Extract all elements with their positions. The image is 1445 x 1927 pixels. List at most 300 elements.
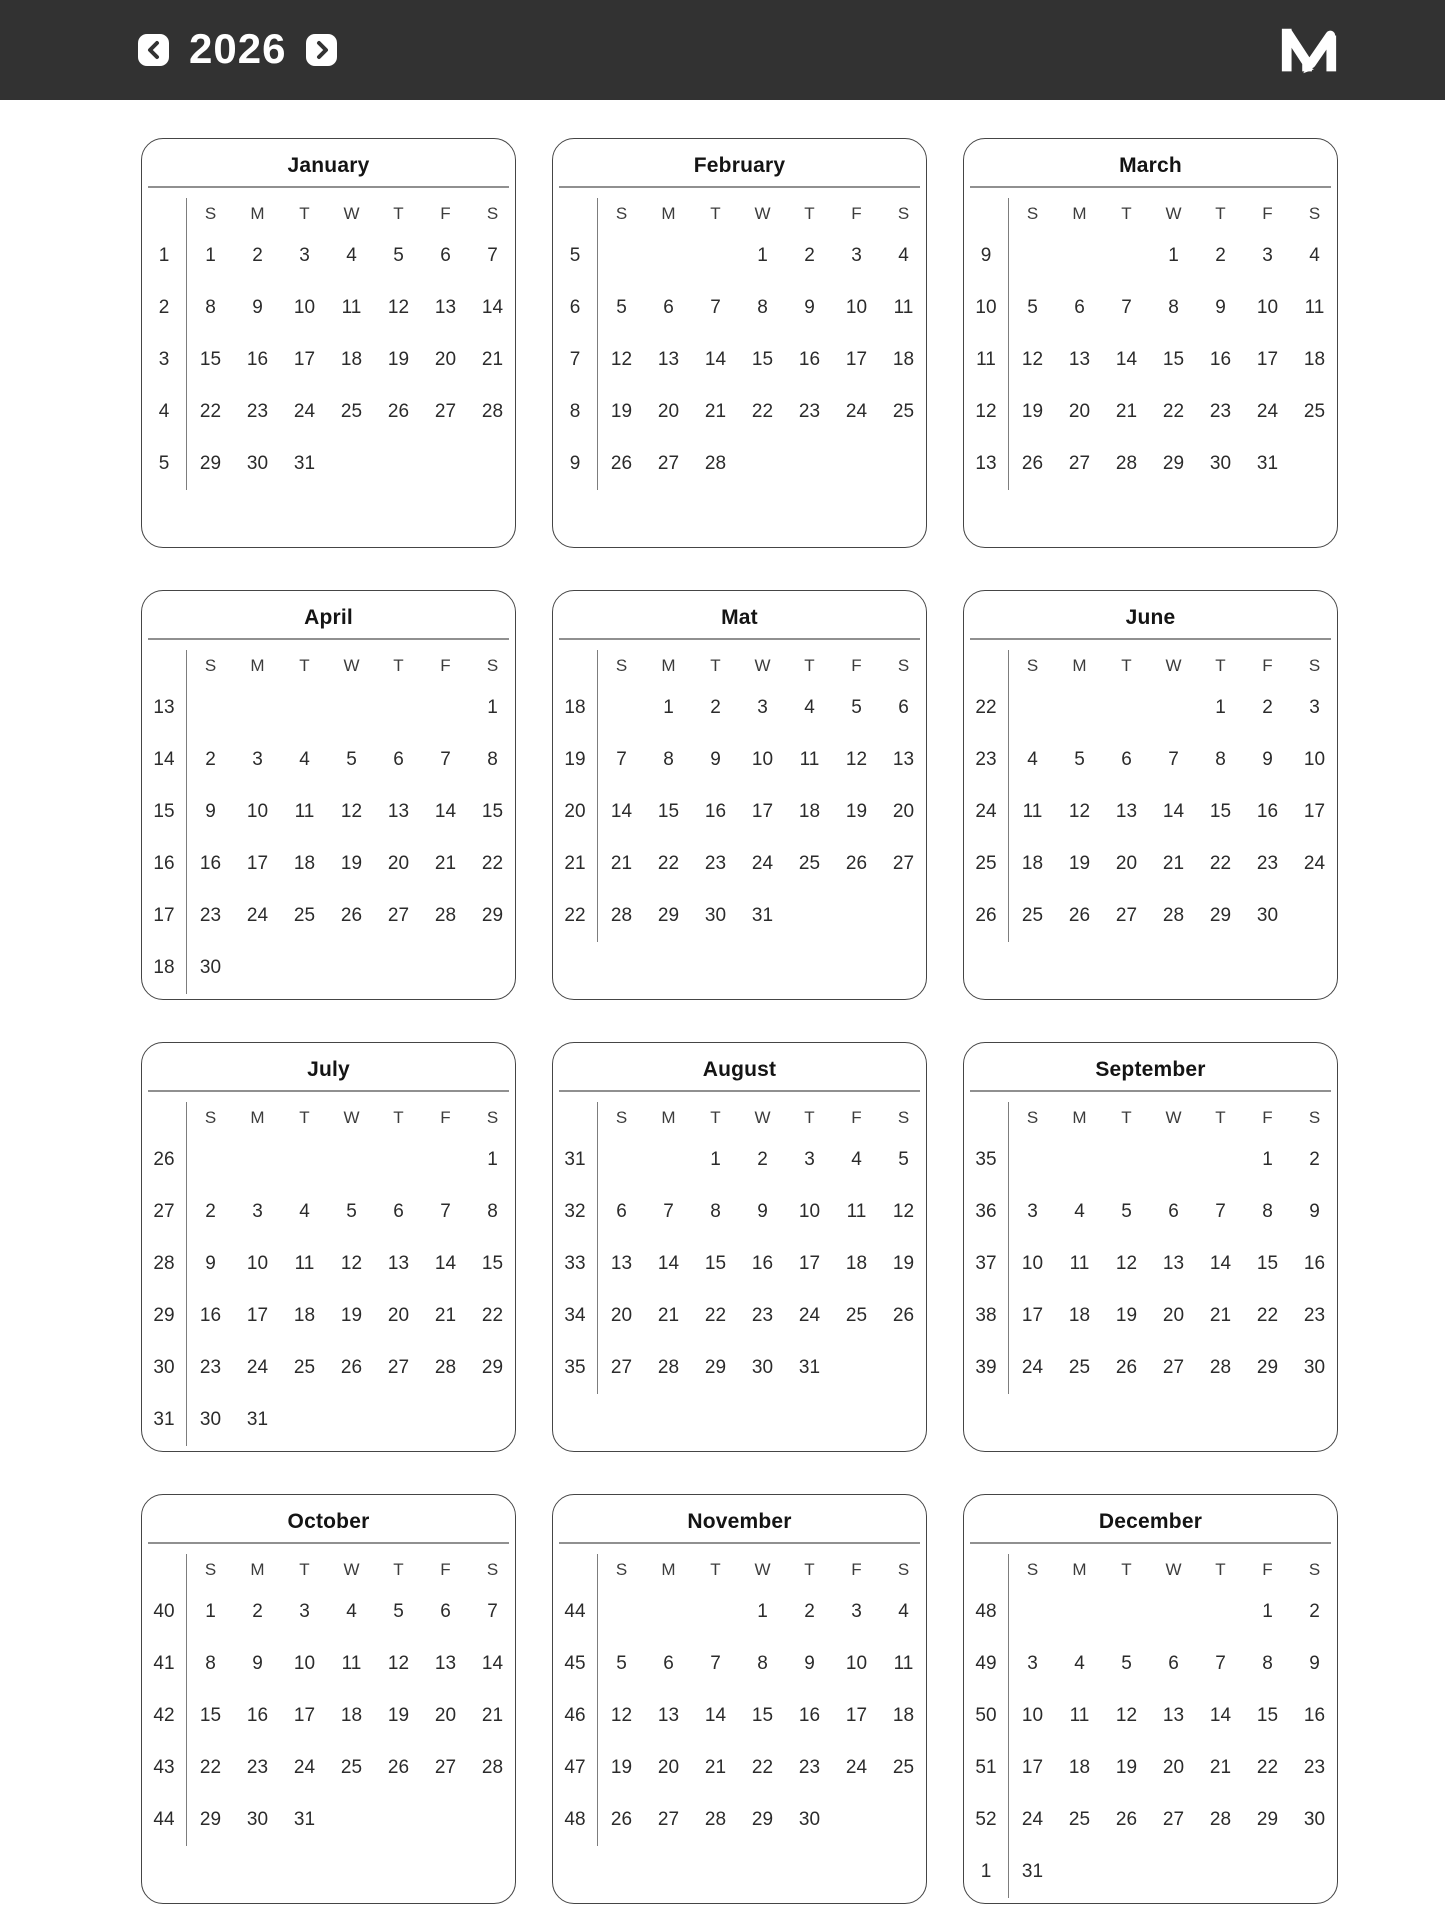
week-number: 8 <box>553 386 598 438</box>
week-number: 30 <box>142 1342 187 1394</box>
date-cell: 19 <box>1068 853 1091 874</box>
week-number: 41 <box>142 1638 187 1690</box>
month-card[interactable] <box>963 1042 1338 1452</box>
date-cell: 12 <box>892 1201 915 1222</box>
date-cell: 16 <box>798 1705 821 1726</box>
weekday-label: S <box>1026 204 1039 223</box>
weekday-header-row <box>142 198 515 230</box>
weekday-label: S <box>897 204 910 223</box>
date-cell: 3 <box>757 697 768 718</box>
date-cell: 23 <box>199 905 222 926</box>
date-cell: 8 <box>1215 749 1226 770</box>
date-cell: 17 <box>246 853 269 874</box>
week-row <box>964 1342 1337 1394</box>
date-cell: 8 <box>487 1201 498 1222</box>
date-cell: 22 <box>1256 1305 1279 1326</box>
date-cell: 20 <box>1068 401 1091 422</box>
week-number: 44 <box>142 1794 187 1846</box>
date-cell: 20 <box>1162 1305 1185 1326</box>
date-cell: 19 <box>1115 1757 1138 1778</box>
date-cell: 4 <box>346 1601 357 1622</box>
month-card[interactable] <box>963 1494 1338 1904</box>
date-cell: 3 <box>299 1601 310 1622</box>
week-row <box>142 942 515 994</box>
week-number: 28 <box>142 1238 187 1290</box>
date-cell: 24 <box>845 401 868 422</box>
date-cell: 25 <box>293 905 316 926</box>
date-cell: 8 <box>205 1653 216 1674</box>
date-cell: 30 <box>1256 905 1279 926</box>
weekday-label: F <box>851 656 862 675</box>
date-cell: 2 <box>1262 697 1273 718</box>
date-cell: 22 <box>481 853 504 874</box>
week-row <box>964 1638 1337 1690</box>
date-cell: 20 <box>657 401 680 422</box>
week-number: 27 <box>142 1186 187 1238</box>
weekday-label: F <box>1262 656 1273 675</box>
date-cell: 3 <box>252 749 263 770</box>
calendar-grid <box>964 1544 1337 1898</box>
weekday-label: S <box>1308 1108 1321 1127</box>
weekday-header-row <box>553 1102 926 1134</box>
date-cell: 13 <box>1162 1705 1185 1726</box>
week-row <box>142 386 515 438</box>
date-cell: 11 <box>1304 297 1325 318</box>
week-row <box>964 1186 1337 1238</box>
week-row <box>964 1134 1337 1186</box>
week-number: 17 <box>142 890 187 942</box>
date-cell: 2 <box>804 245 815 266</box>
date-cell: 2 <box>205 1201 216 1222</box>
date-cell: 7 <box>1121 297 1132 318</box>
weekday-label: M <box>661 1108 676 1127</box>
date-cell: 11 <box>893 1653 914 1674</box>
date-cell: 29 <box>199 1809 222 1830</box>
weekday-label: M <box>250 204 265 223</box>
week-row <box>553 838 926 890</box>
date-cell: 18 <box>1068 1305 1091 1326</box>
date-cell: 4 <box>851 1149 862 1170</box>
month-title: October <box>287 1510 370 1533</box>
week-number: 22 <box>553 890 598 942</box>
date-cell: 6 <box>898 697 909 718</box>
date-cell: 7 <box>440 749 451 770</box>
date-cell: 20 <box>434 349 457 370</box>
date-cell: 7 <box>440 1201 451 1222</box>
weekday-label: F <box>851 1108 862 1127</box>
date-cell: 19 <box>340 1305 363 1326</box>
date-cell: 13 <box>657 1705 680 1726</box>
week-number: 38 <box>964 1290 1009 1342</box>
week-row <box>142 1794 515 1846</box>
date-cell: 24 <box>1021 1357 1044 1378</box>
week-number: 35 <box>964 1134 1009 1186</box>
weekday-label: S <box>1026 656 1039 675</box>
date-cell: 3 <box>299 245 310 266</box>
date-cell: 28 <box>481 1757 504 1778</box>
date-cell: 11 <box>294 801 315 822</box>
date-cell: 26 <box>892 1305 915 1326</box>
week-number: 21 <box>553 838 598 890</box>
month-card[interactable] <box>552 1494 927 1904</box>
date-cell: 23 <box>1209 401 1232 422</box>
week-column-spacer <box>553 1554 598 1586</box>
calendar-grid <box>553 640 926 942</box>
weekday-label: T <box>1121 1560 1132 1579</box>
date-cell: 12 <box>610 349 633 370</box>
date-cell: 29 <box>481 905 504 926</box>
week-row <box>964 1290 1337 1342</box>
date-cell: 1 <box>1262 1149 1273 1170</box>
date-cell: 26 <box>387 1757 410 1778</box>
weekday-label: W <box>343 204 360 223</box>
week-row <box>553 1586 926 1638</box>
date-cell: 6 <box>1121 749 1132 770</box>
week-number: 33 <box>553 1238 598 1290</box>
date-cell: 19 <box>610 1757 633 1778</box>
date-cell: 8 <box>1168 297 1179 318</box>
month-title: March <box>1119 154 1182 177</box>
month-card[interactable] <box>552 138 927 548</box>
date-cell: 3 <box>1309 697 1320 718</box>
date-cell: 5 <box>393 1601 404 1622</box>
date-cell: 2 <box>757 1149 768 1170</box>
date-cell: 25 <box>1068 1809 1091 1830</box>
date-cell: 1 <box>1215 697 1226 718</box>
date-cell: 15 <box>751 349 774 370</box>
next-year-button[interactable] <box>306 34 337 66</box>
date-cell: 18 <box>340 1705 363 1726</box>
date-cell: 24 <box>246 1357 269 1378</box>
week-row <box>964 438 1337 490</box>
week-column-spacer <box>964 1554 1009 1586</box>
date-cell: 15 <box>481 801 504 822</box>
date-cell: 8 <box>1262 1653 1273 1674</box>
date-cell: 28 <box>434 1357 457 1378</box>
week-column-spacer <box>142 198 187 230</box>
week-row <box>553 334 926 386</box>
date-cell: 18 <box>293 1305 316 1326</box>
week-number: 6 <box>553 282 598 334</box>
date-cell: 12 <box>1115 1705 1138 1726</box>
date-cell: 4 <box>1074 1201 1085 1222</box>
weekday-label: W <box>1165 204 1182 223</box>
date-cell: 3 <box>851 245 862 266</box>
weekday-label: T <box>1121 1108 1132 1127</box>
week-row <box>964 282 1337 334</box>
date-cell: 6 <box>663 297 674 318</box>
week-column-spacer <box>964 650 1009 682</box>
date-cell: 10 <box>845 297 868 318</box>
date-cell: 14 <box>434 1253 457 1274</box>
date-cell: 8 <box>757 297 768 318</box>
week-number: 13 <box>964 438 1009 490</box>
date-cell: 28 <box>704 1809 727 1830</box>
week-row <box>553 282 926 334</box>
date-cell: 24 <box>798 1305 821 1326</box>
calendar-grid <box>553 1544 926 1846</box>
week-number: 36 <box>964 1186 1009 1238</box>
date-cell: 4 <box>1027 749 1038 770</box>
date-cell: 5 <box>616 297 627 318</box>
date-cell: 20 <box>387 1305 410 1326</box>
date-cell: 5 <box>346 749 357 770</box>
date-cell: 14 <box>481 1653 504 1674</box>
weekday-label: W <box>1165 656 1182 675</box>
date-cell: 11 <box>846 1201 867 1222</box>
date-cell: 20 <box>610 1305 633 1326</box>
date-cell: 10 <box>751 749 774 770</box>
date-cell: 13 <box>1068 349 1091 370</box>
weekday-label: S <box>1308 204 1321 223</box>
date-cell: 20 <box>892 801 915 822</box>
calendar-grid <box>142 188 515 490</box>
week-row <box>142 1238 515 1290</box>
date-cell: 28 <box>1162 905 1185 926</box>
date-cell: 9 <box>252 297 263 318</box>
date-cell: 30 <box>246 1809 269 1830</box>
week-column-spacer <box>553 198 598 230</box>
date-cell: 23 <box>199 1357 222 1378</box>
week-row <box>553 230 926 282</box>
week-number: 52 <box>964 1794 1009 1846</box>
months-grid <box>141 138 1445 1904</box>
weekday-label: W <box>754 1108 771 1127</box>
date-cell: 6 <box>616 1201 627 1222</box>
date-cell: 28 <box>1209 1357 1232 1378</box>
date-cell: 16 <box>246 1705 269 1726</box>
week-number: 9 <box>553 438 598 490</box>
date-cell: 18 <box>845 1253 868 1274</box>
date-cell: 17 <box>1256 349 1279 370</box>
date-cell: 12 <box>340 801 363 822</box>
date-cell: 13 <box>1115 801 1138 822</box>
week-number: 49 <box>964 1638 1009 1690</box>
week-column-spacer <box>553 650 598 682</box>
date-cell: 10 <box>1303 749 1326 770</box>
date-cell: 7 <box>487 1601 498 1622</box>
weekday-label: T <box>1215 656 1226 675</box>
weekday-header-row <box>964 1102 1337 1134</box>
date-cell: 21 <box>481 1705 504 1726</box>
weekday-label: T <box>804 656 815 675</box>
date-cell: 14 <box>481 297 504 318</box>
weekday-label: F <box>1262 1560 1273 1579</box>
date-cell: 11 <box>1069 1253 1090 1274</box>
weekday-label: T <box>710 1108 721 1127</box>
date-cell: 27 <box>1162 1809 1185 1830</box>
month-title: December <box>1098 1510 1203 1533</box>
date-cell: 18 <box>892 1705 915 1726</box>
month-card[interactable] <box>552 590 927 1000</box>
weekday-header-row <box>964 650 1337 682</box>
weekday-label: M <box>1072 204 1087 223</box>
date-cell: 4 <box>299 749 310 770</box>
date-cell: 21 <box>704 1757 727 1778</box>
date-cell: 5 <box>1074 749 1085 770</box>
date-cell: 21 <box>434 853 457 874</box>
week-row <box>142 1134 515 1186</box>
date-cell: 8 <box>710 1201 721 1222</box>
date-cell: 16 <box>199 1305 222 1326</box>
date-cell: 18 <box>293 853 316 874</box>
week-row <box>553 438 926 490</box>
weekday-label: S <box>897 1560 910 1579</box>
date-cell: 4 <box>898 245 909 266</box>
prev-year-button[interactable] <box>138 34 169 66</box>
month-title: July <box>307 1058 350 1081</box>
weekday-label: T <box>1215 1560 1226 1579</box>
date-cell: 12 <box>1021 349 1044 370</box>
date-cell: 1 <box>1168 245 1179 266</box>
date-cell: 17 <box>845 349 868 370</box>
weekday-label: F <box>440 1108 451 1127</box>
date-cell: 1 <box>757 1601 768 1622</box>
week-number: 43 <box>142 1742 187 1794</box>
week-number: 29 <box>142 1290 187 1342</box>
month-card[interactable] <box>141 1494 516 1904</box>
date-cell: 9 <box>804 1653 815 1674</box>
date-cell: 16 <box>1303 1705 1326 1726</box>
year-navigation <box>138 25 337 72</box>
date-cell: 6 <box>1168 1201 1179 1222</box>
month-card[interactable] <box>141 138 516 548</box>
week-row <box>553 1794 926 1846</box>
date-cell: 26 <box>340 905 363 926</box>
date-cell: 2 <box>1215 245 1226 266</box>
week-number: 20 <box>553 786 598 838</box>
month-card[interactable] <box>963 590 1338 1000</box>
date-cell: 28 <box>657 1357 680 1378</box>
weekday-label: T <box>393 656 404 675</box>
date-cell: 4 <box>1074 1653 1085 1674</box>
date-cell: 22 <box>1209 853 1232 874</box>
week-number: 40 <box>142 1586 187 1638</box>
date-cell: 31 <box>293 453 316 474</box>
week-number: 2 <box>142 282 187 334</box>
date-cell: 5 <box>1027 297 1038 318</box>
weekday-label: S <box>204 204 217 223</box>
date-cell: 11 <box>799 749 820 770</box>
date-cell: 20 <box>434 1705 457 1726</box>
date-cell: 10 <box>293 297 316 318</box>
weekday-label: S <box>486 656 499 675</box>
date-cell: 18 <box>1068 1757 1091 1778</box>
date-cell: 9 <box>1215 297 1226 318</box>
month-card[interactable] <box>141 1042 516 1452</box>
date-cell: 16 <box>199 853 222 874</box>
date-cell: 9 <box>804 297 815 318</box>
weekday-label: W <box>343 656 360 675</box>
date-cell: 27 <box>657 1809 680 1830</box>
week-row <box>553 786 926 838</box>
date-cell: 22 <box>199 401 222 422</box>
weekday-label: T <box>393 1108 404 1127</box>
date-cell: 5 <box>851 697 862 718</box>
date-cell: 30 <box>1303 1357 1326 1378</box>
date-cell: 8 <box>487 749 498 770</box>
week-number: 35 <box>553 1342 598 1394</box>
week-row <box>142 1342 515 1394</box>
date-cell: 15 <box>1256 1253 1279 1274</box>
week-number: 16 <box>142 838 187 890</box>
weekday-label: S <box>897 656 910 675</box>
date-cell: 22 <box>751 1757 774 1778</box>
month-card[interactable] <box>141 590 516 1000</box>
date-cell: 27 <box>434 1757 457 1778</box>
week-number: 22 <box>964 682 1009 734</box>
weekday-label: S <box>1308 1560 1321 1579</box>
week-row <box>142 838 515 890</box>
date-cell: 14 <box>1209 1253 1232 1274</box>
week-number: 25 <box>964 838 1009 890</box>
calendar-grid <box>964 1092 1337 1394</box>
date-cell: 27 <box>1115 905 1138 926</box>
date-cell: 10 <box>845 1653 868 1674</box>
weekday-label: W <box>1165 1108 1182 1127</box>
week-number: 45 <box>553 1638 598 1690</box>
date-cell: 11 <box>1069 1705 1090 1726</box>
weekday-label: F <box>1262 1108 1273 1127</box>
month-card[interactable] <box>963 138 1338 548</box>
week-column-spacer <box>553 1102 598 1134</box>
week-row <box>553 682 926 734</box>
date-cell: 7 <box>710 1653 721 1674</box>
date-cell: 2 <box>252 245 263 266</box>
week-number: 18 <box>553 682 598 734</box>
week-row <box>553 1742 926 1794</box>
month-card[interactable] <box>552 1042 927 1452</box>
weekday-label: T <box>804 1108 815 1127</box>
date-cell: 25 <box>892 401 915 422</box>
date-cell: 29 <box>1256 1809 1279 1830</box>
date-cell: 23 <box>1303 1305 1326 1326</box>
month-title: June <box>1125 606 1176 629</box>
week-number: 47 <box>553 1742 598 1794</box>
date-cell: 27 <box>1068 453 1091 474</box>
date-cell: 22 <box>704 1305 727 1326</box>
week-row <box>964 1586 1337 1638</box>
date-cell: 1 <box>663 697 674 718</box>
week-number: 4 <box>142 386 187 438</box>
weekday-label: S <box>615 1560 628 1579</box>
date-cell: 14 <box>610 801 633 822</box>
week-column-spacer <box>142 650 187 682</box>
weekday-label: W <box>1165 1560 1182 1579</box>
date-cell: 24 <box>246 905 269 926</box>
month-title: April <box>304 606 353 629</box>
month-title: Mat <box>721 606 758 629</box>
weekday-label: S <box>204 656 217 675</box>
date-cell: 10 <box>1021 1705 1044 1726</box>
date-cell: 1 <box>205 1601 216 1622</box>
date-cell: 17 <box>293 1705 316 1726</box>
weekday-label: M <box>661 656 676 675</box>
weekday-label: T <box>393 1560 404 1579</box>
weekday-label: M <box>1072 1108 1087 1127</box>
date-cell: 5 <box>346 1201 357 1222</box>
weekday-header-row <box>553 650 926 682</box>
week-number: 24 <box>964 786 1009 838</box>
date-cell: 15 <box>1209 801 1232 822</box>
week-row <box>142 1638 515 1690</box>
week-row <box>553 1638 926 1690</box>
week-row <box>553 386 926 438</box>
date-cell: 13 <box>387 801 410 822</box>
week-row <box>553 734 926 786</box>
date-cell: 25 <box>340 1757 363 1778</box>
date-cell: 27 <box>434 401 457 422</box>
